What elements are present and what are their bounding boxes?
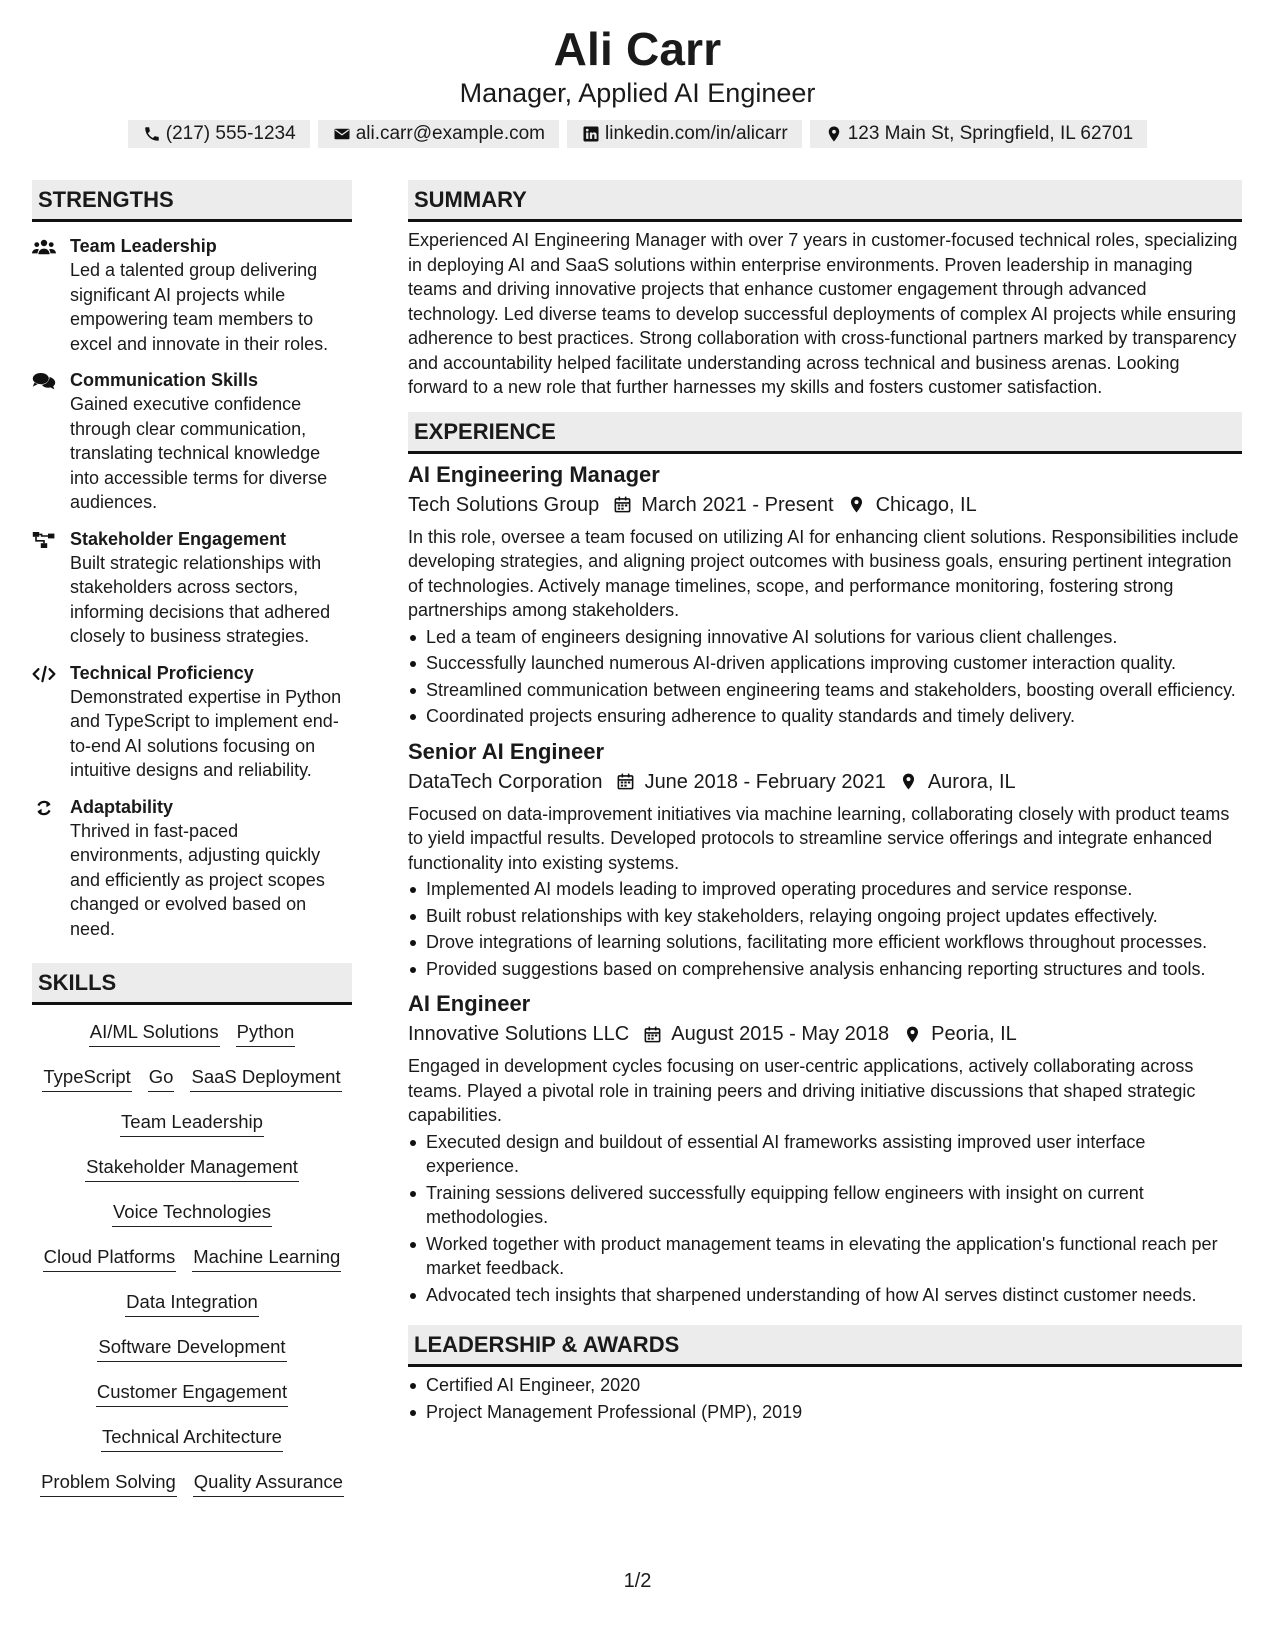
- job-location: Chicago, IL: [875, 493, 977, 516]
- job-bullet: Implemented AI models leading to improved operating procedures and service response.: [408, 877, 1242, 902]
- strength-title: Communication Skills: [70, 370, 259, 390]
- job-meta: [408, 1020, 1242, 1048]
- job-location: Peoria, IL: [931, 1023, 1017, 1045]
- job-entry: [408, 737, 1242, 982]
- contact-bar: [0, 120, 1275, 148]
- job-bullet: Provided suggestions based on comprehensive analysis enhancing reporting structures and tools.: [408, 957, 1242, 982]
- skills-list: [32, 1011, 352, 1506]
- right-column: [408, 180, 1242, 1426]
- strength-title: Team Leadership: [70, 236, 217, 256]
- skill-tag: Voice Technologies: [112, 1200, 272, 1227]
- resume-header: [0, 20, 1275, 148]
- skill-row: [32, 1236, 352, 1281]
- job-bullet: Built robust relationships with key stakeholders, relaying ongoing project updates effectively.: [408, 904, 1242, 929]
- job-bullet: Streamlined communication between engineering teams and stakeholders, boosting overall efficiency.: [408, 678, 1242, 703]
- candidate-title: Manager, Applied AI Engineer: [459, 78, 816, 108]
- network-icon: [32, 527, 70, 649]
- job-dates: March 2021 - Present: [641, 493, 834, 516]
- skill-tag: Team Leadership: [120, 1110, 264, 1137]
- job-entry: [408, 460, 1242, 729]
- job-dates: August 2015 - May 2018: [671, 1023, 890, 1045]
- awards-section: [408, 1325, 1242, 1424]
- skill-row: [32, 1461, 352, 1506]
- contact-phone: [128, 120, 310, 148]
- job-bullet: Coordinated projects ensuring adherence to quality standards and timely delivery.: [408, 704, 1242, 729]
- job-title: AI Engineer: [408, 991, 531, 1016]
- job-company: Innovative Solutions LLC: [408, 1023, 630, 1045]
- comments-icon: [32, 368, 70, 515]
- phone-icon: [142, 124, 162, 144]
- skill-tag: AI/ML Solutions: [89, 1020, 220, 1047]
- skill-tag: Python: [236, 1020, 296, 1047]
- skills-section: [32, 963, 352, 1506]
- users-icon: [32, 234, 70, 356]
- experience-section: [408, 412, 1242, 1308]
- skill-tag: Technical Architecture: [101, 1425, 283, 1452]
- job-bullet: Training sessions delivered successfully equipping fellow engineers with insight on current methodologies.: [408, 1181, 1242, 1230]
- job-bullets: [408, 1130, 1242, 1308]
- contact-linkedin[interactable]: [567, 120, 802, 148]
- strength-item: [32, 527, 352, 649]
- contact-address: [810, 120, 1148, 148]
- job-bullet: Drove integrations of learning solutions, facilitating more efficient workflows throughout processes.: [408, 930, 1242, 955]
- skill-tag: Software Development: [97, 1335, 286, 1362]
- skill-tag: TypeScript: [42, 1065, 131, 1092]
- job-location: Aurora, IL: [927, 770, 1016, 793]
- strength-title: Stakeholder Engagement: [70, 528, 287, 549]
- code-icon: [32, 661, 70, 783]
- skill-tag: SaaS Deployment: [190, 1065, 341, 1092]
- job-description: In this role, oversee a team focused on utilizing AI for enhancing client solutions. Responsibilities include developing strategies, and aligning project outcomes with business goals, ensuring pertinent integration of technologies. Actively manage timelines, scope, and performance monitoring, fostering strong partnerships among stakeholders.: [408, 526, 1239, 620]
- sync-icon: [32, 795, 70, 942]
- strength-text: Demonstrated expertise in Python and TypeScript to implement end-to-end AI solutions focusing on intuitive designs and reliability.: [70, 686, 342, 780]
- skill-tag: Machine Learning: [192, 1245, 341, 1272]
- strength-item: [32, 368, 352, 515]
- skill-tag: Data Integration: [125, 1290, 259, 1317]
- contact-phone-text: (217) 555-1234: [165, 123, 296, 144]
- location-pin-icon: [898, 771, 920, 793]
- location-pin-icon: [846, 494, 868, 516]
- job-bullets: [408, 625, 1242, 729]
- experience-heading: EXPERIENCE: [408, 412, 1242, 454]
- skill-row: [32, 1326, 352, 1371]
- job-entry: [408, 989, 1242, 1307]
- job-bullet: Led a team of engineers designing innovative AI solutions for various client challenges.: [408, 625, 1242, 650]
- left-column: [32, 180, 352, 1506]
- skill-tag: Stakeholder Management: [85, 1155, 299, 1182]
- skill-tag: Quality Assurance: [193, 1470, 344, 1497]
- job-company: Tech Solutions Group: [408, 493, 600, 516]
- skill-tag: Problem Solving: [40, 1470, 177, 1497]
- location-pin-icon: [901, 1023, 923, 1045]
- skill-tag: Customer Engagement: [96, 1380, 288, 1407]
- job-bullets: [408, 877, 1242, 981]
- job-description: Focused on data-improvement initiatives via machine learning, collaborating closely with product teams to yield impactful results. Developed protocols to streamline service offerings and integrate enhanced functionality into existing systems.: [408, 803, 1230, 873]
- calendar-icon: [615, 771, 637, 793]
- page-number: 1/2: [623, 1570, 652, 1592]
- summary-text: Experienced AI Engineering Manager with over 7 years in customer-focused technical roles, specializing in deploying AI and SaaS solutions within enterprise environments. Proven leadership in managing teams and driving innovative projects that enhance customer engagement through advanced technology. Led diverse teams to develop successful deployments of complex AI projects while ensuring adherence to best practices. Strong collaboration with cross-functional partners marked by transparency and accountability helped facilitate understanding across technical and business arenas. Looking forward to a new role that further harnesses my skills and fosters customer satisfaction.: [408, 230, 1238, 397]
- contact-linkedin-text: linkedin.com/in/alicarr: [605, 123, 788, 144]
- skill-row: [32, 1371, 352, 1416]
- job-bullet: Executed design and buildout of essential AI frameworks assisting improved user interface experience.: [408, 1130, 1242, 1179]
- skill-row: [32, 1056, 352, 1101]
- job-description: Engaged in development cycles focusing on user-centric applications, actively collaborating across teams. Played a pivotal role in training peers and driving initiative discussions that shaped strategic capabilities.: [408, 1056, 1196, 1125]
- contact-address-text: 123 Main St, Springfield, IL 62701: [847, 123, 1134, 144]
- job-meta: [408, 491, 1242, 519]
- location-pin-icon: [824, 124, 844, 144]
- job-company: DataTech Corporation: [408, 770, 603, 793]
- skill-row: [32, 1281, 352, 1326]
- candidate-name: Ali Carr: [553, 23, 722, 75]
- calendar-icon: [611, 494, 633, 516]
- skills-heading: SKILLS: [32, 963, 352, 1005]
- strength-text: Gained executive confidence through clear communication, translating technical knowledge into accessible terms for diverse audiences.: [70, 394, 328, 512]
- linkedin-icon: [581, 124, 601, 144]
- strength-title: Technical Proficiency: [70, 662, 254, 683]
- skill-row: [32, 1101, 352, 1146]
- awards-list: [408, 1373, 1242, 1424]
- awards-heading: LEADERSHIP & AWARDS: [408, 1325, 1242, 1367]
- job-bullet: Successfully launched numerous AI-driven applications improving customer interaction quality.: [408, 651, 1242, 676]
- skill-tag: Go: [148, 1065, 175, 1092]
- job-bullet: Worked together with product management teams in elevating the application's functional reach per market feedback.: [408, 1232, 1242, 1281]
- skill-row: [32, 1191, 352, 1236]
- email-icon: [332, 124, 352, 144]
- job-title: AI Engineering Manager: [408, 461, 660, 487]
- strength-text: Thrived in fast-paced environments, adjusting quickly and efficiently as project scopes changed or evolved based on need.: [70, 820, 325, 939]
- strength-item: [32, 234, 352, 356]
- skill-row: [32, 1416, 352, 1461]
- strength-text: Built strategic relationships with stakeholders across sectors, informing decisions that adhered closely to business strategies.: [70, 552, 331, 646]
- award-item: Project Management Professional (PMP), 2019: [408, 1400, 1242, 1425]
- job-meta: [408, 768, 1242, 796]
- summary-heading: SUMMARY: [408, 180, 1242, 222]
- job-title: Senior AI Engineer: [408, 738, 605, 764]
- strengths-list: [32, 234, 352, 941]
- skill-tag: Cloud Platforms: [43, 1245, 177, 1272]
- skill-row: [32, 1146, 352, 1191]
- contact-email[interactable]: [318, 120, 559, 148]
- job-dates: June 2018 - February 2021: [644, 770, 886, 793]
- strength-item: [32, 661, 352, 783]
- strength-title: Adaptability: [70, 796, 174, 817]
- calendar-icon: [641, 1023, 663, 1045]
- strength-text: Led a talented group delivering significant AI projects while empowering team members to excel and innovate in their roles.: [70, 260, 329, 354]
- award-item: Certified AI Engineer, 2020: [408, 1373, 1242, 1398]
- strength-item: [32, 795, 352, 942]
- job-bullet: Advocated tech insights that sharpened understanding of how AI serves distinct customer needs.: [408, 1283, 1242, 1308]
- contact-email-text: ali.carr@example.com: [355, 123, 545, 144]
- skill-row: [32, 1011, 352, 1056]
- strengths-heading: STRENGTHS: [32, 180, 352, 222]
